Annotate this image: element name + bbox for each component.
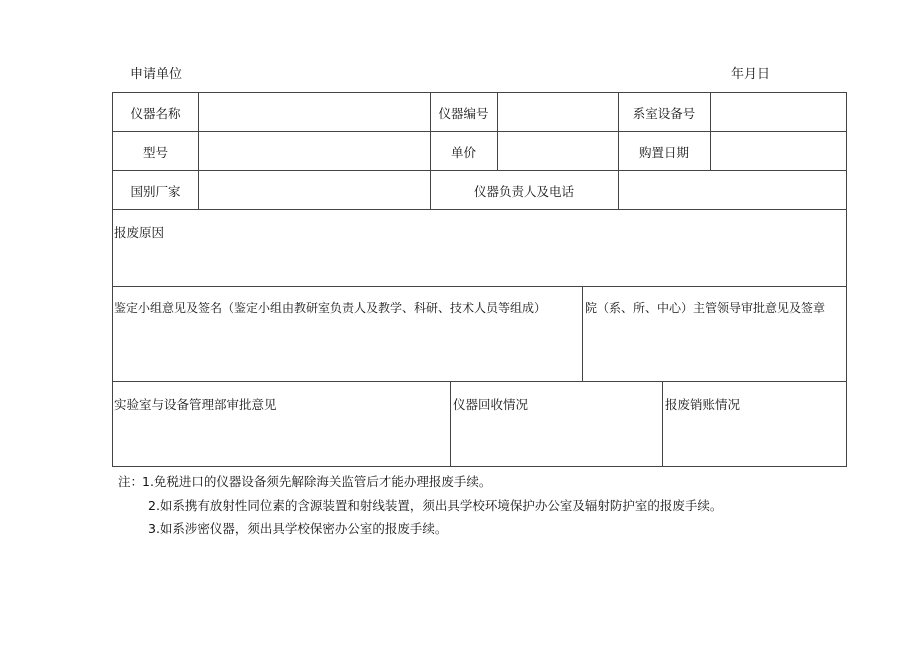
col-divider bbox=[662, 381, 663, 466]
date-label: 年月日 bbox=[731, 67, 771, 82]
label-panel-opinion: 鉴定小组意见及签名（鉴定小组由教研室负责人及教学、科研、技术人员等组成） bbox=[114, 301, 547, 315]
note-item: 1.免税进口的仪器设备须先解除海关监管后才能办理报废手续。 bbox=[142, 474, 492, 489]
applicant-label: 申请单位 bbox=[130, 67, 183, 82]
row-divider bbox=[113, 209, 846, 210]
note-item: 3.如系涉密仪器，须出具学校保密办公室的报废手续。 bbox=[148, 521, 448, 536]
col-divider bbox=[198, 93, 199, 209]
col-divider bbox=[450, 381, 451, 466]
label-college-approval: 院（系、所、中心）主管领导审批意见及签章 bbox=[585, 301, 826, 315]
label-unit-price: 单价 bbox=[450, 145, 476, 160]
label-person-in-charge: 仪器负责人及电话 bbox=[473, 184, 574, 199]
col-divider bbox=[582, 286, 583, 381]
row-divider bbox=[113, 381, 846, 382]
row-divider bbox=[113, 170, 846, 171]
label-purchase-date: 购置日期 bbox=[638, 145, 689, 160]
label-recovery: 仪器回收情况 bbox=[453, 397, 529, 412]
row-divider bbox=[113, 286, 846, 287]
label-lab-dept-approval: 实验室与设备管理部审批意见 bbox=[114, 397, 277, 412]
label-country-manufacturer: 国别厂家 bbox=[130, 184, 181, 199]
label-dept-equipment-no: 系室设备号 bbox=[632, 106, 696, 121]
col-divider bbox=[710, 93, 711, 170]
label-scrap-reason: 报废原因 bbox=[114, 225, 165, 240]
notes-prefix: 注： bbox=[118, 474, 144, 489]
note-item: 2.如系携有放射性同位素的含源装置和射线装置，须出具学校环境保护办公室及辐射防护室的报废手续。 bbox=[148, 498, 723, 513]
row-divider bbox=[113, 131, 846, 132]
col-divider bbox=[497, 93, 498, 170]
label-writeoff: 报废销账情况 bbox=[665, 397, 741, 412]
scrap-application-table bbox=[112, 92, 847, 467]
label-model: 型号 bbox=[142, 145, 168, 160]
label-instrument-name: 仪器名称 bbox=[130, 106, 181, 121]
label-instrument-no: 仪器编号 bbox=[438, 106, 489, 121]
